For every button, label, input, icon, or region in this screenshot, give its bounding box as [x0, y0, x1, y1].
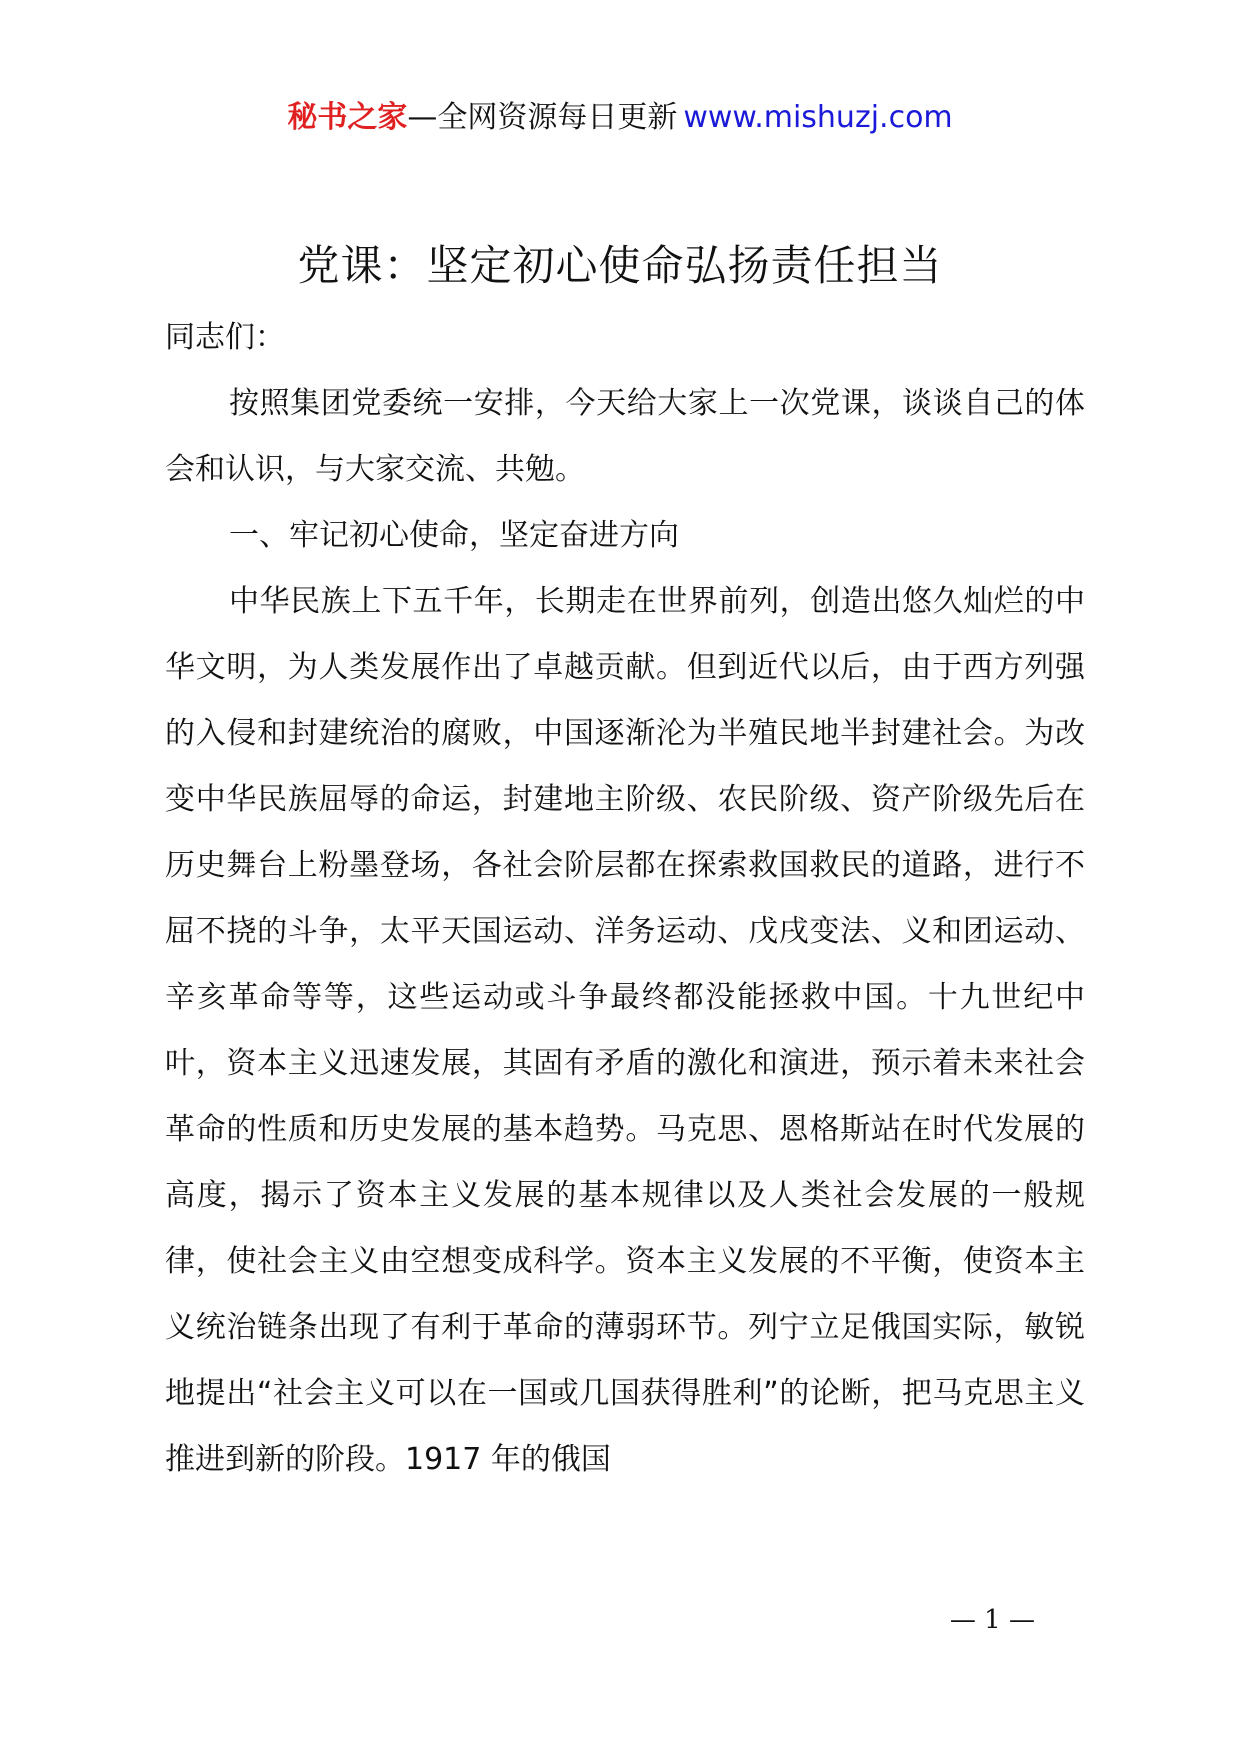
header-slogan: —全网资源每日更新 — [407, 100, 678, 135]
salutation: 同志们： — [165, 320, 285, 355]
document-title: 党课：坚定初心使命弘扬责任担当 — [297, 241, 943, 290]
section-heading: 一、牢记初心使命，坚定奋进方向 — [229, 518, 679, 553]
site-header — [0, 98, 1240, 138]
page-number — [0, 1605, 1240, 1635]
page-number-text: — 1 — — [949, 1605, 1035, 1635]
body-paragraph: 中华民族上下五千年，长期走在世界前列，创造出悠久灿烂的中华文明，为人类发展作出了卓越贡献。但到近代以后，由于西方列强的入侵和封建统治的腐败，中国逐渐沦为半殖民地半封建社会。为改变中华民族屈辱的命运，封建地主阶级、农民阶级、资产阶级先后在历史舞台上粉墨登场，各社会阶层都在探索救国救民的道路，进行不屈不挠的斗争，太平天国运动、洋务运动、戊戌变法、义和团运动、辛亥革命等等，这些运动或斗争最终都没能拯救中国。十九世纪中叶，资本主义迅速发展，其固有矛盾的激化和演进，预示着未来社会革命的性质和历史发展的基本趋势。马克思、恩格斯站在时代发展的高度，揭示了资本主义发展的基本规律以及人类社会发展的一般规律，使社会主义由空想变成科学。资本主义发展的不平衡，使资本主义统治链条出现了有利于革命的薄弱环节。列宁立足俄国实际，敏锐地提出“社会主义可以在一国或几国获得胜利”的论断，把马克思主义推进到新的阶段。1917 年的俄国 — [165, 584, 1085, 1477]
intro-paragraph: 按照集团党委统一安排，今天给大家上一次党课，谈谈自己的体会和认识，与大家交流、共勉。 — [165, 386, 1085, 487]
site-url-link[interactable]: www.mishuzj.com — [683, 100, 953, 135]
document-body — [165, 305, 1085, 1493]
brand-name: 秘书之家 — [287, 100, 408, 135]
